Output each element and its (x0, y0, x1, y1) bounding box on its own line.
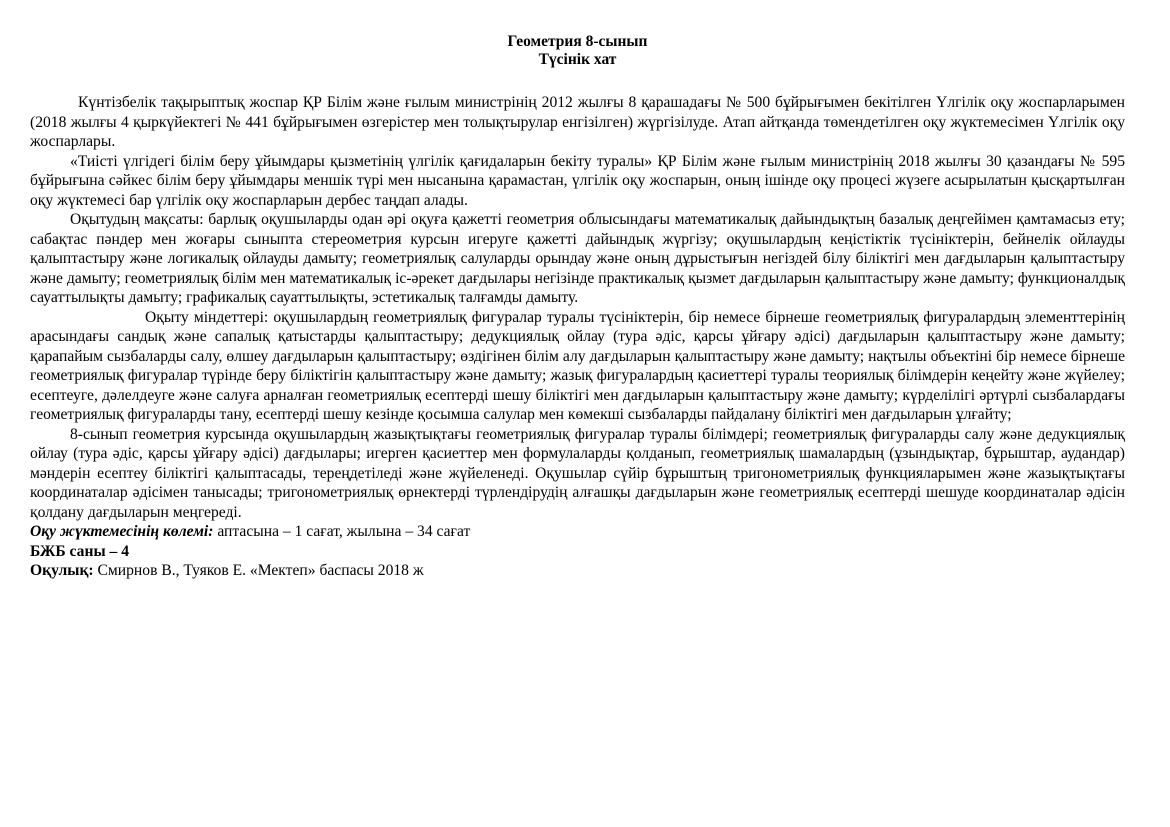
paragraph-curriculum-plan: Күнтізбелік тақырыптық жоспар ҚР Білім және ғылым министрінің 2012 жылғы 8 қарашадағы № 500 бұйрығымен бекітілген Үлгілік оқу жоспарларымен (2018 жылғы 4 қыркүйектегі № 441 бұйрығымен өзгерістер мен толықтырулар енгізілген) жүргізілуде. Атап айтқанда төмендетілген оқу жүктемесімен Үлгілік оқу жоспарлары. (30, 94, 1125, 150)
workload-value: аптасына – 1 сағат, жылына – 34 сағат (213, 523, 471, 540)
bzhb-label: БЖБ саны – 4 (30, 542, 130, 560)
title-line-subject: Геометрия 8-сынып (507, 33, 648, 50)
paragraph-course-content: 8-сынып геометрия курсында оқушылардың жазықтықтағы геометриялық фигуралар туралы білімдері; геометриялық фигураларды салу және дедукциялық ойлау (тура әдіс, қарсы ұйғару әдісі) дағдылары; игерген қасиеттер мен формулаларды қолданып, геометриялық шамалардың (ұзындықтар, бұрыштар, аудандар) мәндерін есептеу біліктігі қалыптасады, тереңдетіледі және жүйеленеді. Оқушылар сүйір бұрыштың тригонометриялық функцияларымен және жазықтықтағы координаталар әдісімен танысады; тригонометриялық өрнектерді түрлендірудің алғашқы дағдыларын және геометриялық есептерді шешуде координаталар әдісін қолдану дағдыларын меңгереді. (30, 425, 1125, 521)
textbook-line (30, 561, 1125, 581)
document-title (30, 33, 1125, 69)
title-line-note: Түсінік хат (538, 51, 617, 68)
paragraph-teaching-tasks: Оқыту міндеттері: оқушылардың геометриялық фигуралар туралы түсініктерін, бір немесе бірнеше геометриялық фигуралардың элементтерінің арасындағы сандық және сапалық қатыстарды қалыптастыру; дедукциялық ойлау (тура әдіс, қарсы ұйғару әдісі) дағдыларын қалыптастыру және дамыту; қарапайым сызбаларды салу, өлшеу дағдыларын қалыптастыру; өздігінен білім алу дағдыларын қалыптастыру және дамыту; нақтылы объектіні бір немесе бірнеше геометриялық фигуралар түрінде беру біліктігін қалыптастыру және дамыту; жазық фигуралардың қасиеттері туралы теориялық білімдерін кеңейту және жүйелеу; есептеуге, дәлелдеуге және салуға арналған геометриялық есептерді шешу біліктігі мен дағдыларын қалыптастыру және дамыту; күрделілігі әртүрлі сызбалардағы геометриялық фигураларды тану, есептерді шешу кезінде қосымша салулар мен көмекші сызбаларды пайдалану біліктігі мен дағдыларын ұлғайту; (30, 308, 1125, 423)
paragraph-teaching-goal: Оқытудың мақсаты: барлық оқушыларды одан әрі оқуға қажетті геометрия облысындағы математикалық дайындықтың базалық деңгейімен қамтамасыз ету; сабақтас пәндер мен жоғары сыныпта стереометрия курсын игеруге қажетті дайындық жүргізу; оқушылардың кеңістіктік түсініктерін, бейнелік ойлауды қалыптастыру және логикалық ойлауды дамыту; геометриялық салуларды орындау және оның дұрыстығын негіздей білу біліктігі мен дағдыларын қалыптастыру және дамыту; геометриялық білім мен математикалық іс-әрекет дағдылары негізінде практикалық қызмет дағдыларын қалыптастыру және дамыту; функционалдық сауаттылықты дамыту; графикалық сауаттылықты, эстетикалық талғамды дамыту. (30, 211, 1125, 306)
workload-line (30, 522, 1125, 542)
textbook-value: Смирнов В., Туяков Е. «Мектеп» баспасы 2018 ж (93, 562, 424, 579)
workload-label: Оқу жүктемесінің көлемі: (30, 523, 214, 540)
textbook-label: Оқулық: (30, 562, 94, 579)
document-body (30, 93, 1125, 581)
paragraph-order-595: «Тиісті үлгідегі білім беру ұйымдары қызметінің үлгілік қағидаларын бекіту туралы» ҚР Білім және ғылым министрінің 2018 жылғы 30 қазандағы № 595 бұйрығына сәйкес білім беру ұйымдары меншік түрі мен нысанына қарамастан, үлгілік оқу жоспарын, оның ішінде оқу процесі жүзеге асырылатын қысқартылған оқу жүктемесі бар үлгілік оқу жоспарларын дербес таңдап алады. (30, 152, 1125, 209)
bzhb-line (30, 542, 1125, 562)
